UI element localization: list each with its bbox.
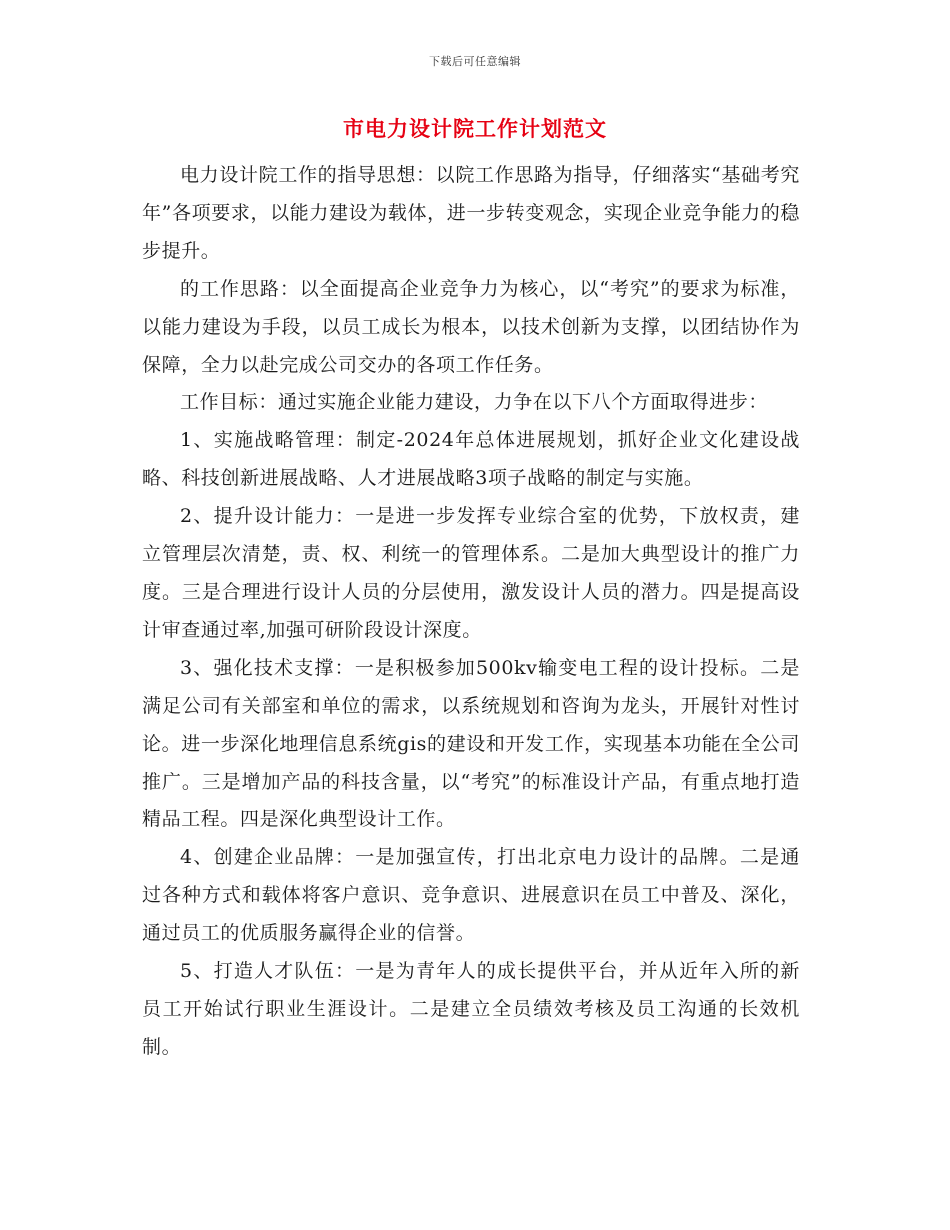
paragraph-item-4: 4、创建企业品牌：一是加强宣传，打出北京电力设计的品牌。二是通过各种方式和载体将客户意识、竞争意识、进展意识在员工中普及、深化，通过员工的优质服务赢得企业的信誉。 [142,846,800,945]
header-note: 下载后可任意编辑 [429,55,521,68]
paragraph-work-approach: 的工作思路：以全面提高企业竞争力为核心，以“考究”的要求为标准，以能力建设为手段，以员工成长为根本，以技术创新为支撑，以团结协作为保障，全力以赴完成公司交办的各项工作任务。 [142,277,800,376]
paragraph-item-3: 3、强化技术支撑：一是积极参加500kv输变电工程的设计投标。二是满足公司有关部室和单位的需求，以系统规划和咨询为龙头，开展针对性讨论。进一步深化地理信息系统gis的建设和开发工作，实现基本功能在全公司推广。三是增加产品的科技含量，以“考究”的标准设计产品，有重点地打造精品工程。四是深化典型设计工作。 [142,656,800,831]
paragraph-work-goal: 工作目标：通过实施企业能力建设，力争在以下八个方面取得进步： [180,391,769,414]
document-body [142,157,800,1067]
paragraph-guiding-thought: 电力设计院工作的指导思想：以院工作思路为指导，仔细落实“基础考究年”各项要求，以能力建设为载体，进一步转变观念，实现企业竞争能力的稳步提升。 [142,164,800,262]
paragraph-item-5: 5、打造人才队伍：一是为青年人的成长提供平台，并从近年入所的新员工开始试行职业生涯设计。二是建立全员绩效考核及员工沟通的长效机制。 [142,960,800,1058]
paragraph-item-2: 2、提升设计能力：一是进一步发挥专业综合室的优势，下放权责，建立管理层次清楚，责、权、利统一的管理体系。二是加大典型设计的推广力度。三是合理进行设计人员的分层使用，激发设计人员的潜力。四是提高设计审查通过率,加强可研阶段设计深度。 [142,505,800,641]
document-title: 市电力设计院工作计划范文 [343,116,607,141]
paragraph-item-1: 1、实施战略管理：制定-2024年总体进展规划，抓好企业文化建设战略、科技创新进展战略、人才进展战略3项子战略的制定与实施。 [142,429,800,490]
